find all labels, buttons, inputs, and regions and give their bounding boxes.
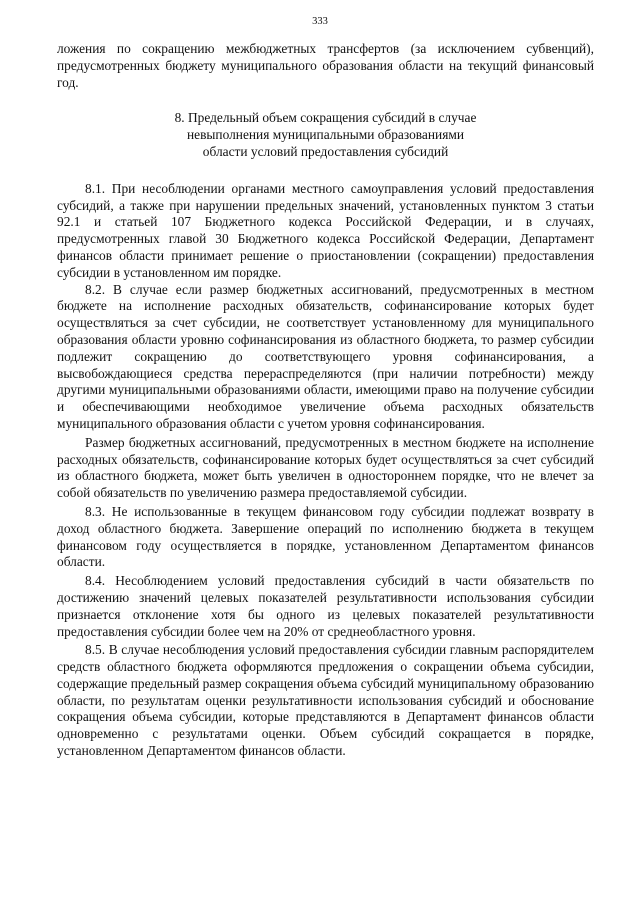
document-body — [57, 41, 594, 760]
section-heading — [57, 110, 594, 160]
section-heading-line: невыполнения муниципальными образованиями — [186, 127, 465, 143]
paragraph-8-1: 8.1. При несоблюдении органами местного самоуправления условий предоставления субсидий, а также при нарушении предельных значений, установленных пунктом 3 статьи 92.1 и статьей 107 Бюджетного кодекса Российской Федерации, и в случаях, предусмотренных главой 30 Бюджетного кодекса Российской Федерации, Департамент финансов области принимает решение о приостановлении (сокращении) предоставления субсидии в установленном им порядке. — [57, 180, 594, 280]
paragraph-8-5: 8.5. В случае несоблюдения условий предоставления субсидии главным распорядителем средств областного бюджета оформляются предложения о сокращении объема субсидии, содержащие предельный размер сокращения объема субсидий муниципальному образованию области, по результатам оценки результативности использования субсидий и обоснование сокращения объема субсидии, которые представляются в Департамент финансов области одновременно с результатами оценки. Объем субсидий сокращается в порядке, установленном Департаментом финансов области. — [57, 642, 594, 759]
section-heading-line: области условий предоставления субсидий — [202, 143, 449, 159]
paragraph-8-3: 8.3. Не использованные в текущем финансовом году субсидии подлежат возврату в доход областного бюджета. Завершение операций по исполнению бюджета в текущем финансовом году осуществляется в порядке, установленном Департаментом финансов области. — [57, 503, 594, 570]
intro-continuation-paragraph: ложения по сокращению межбюджетных трансфертов (за исключением субвенций), предусмотренных бюджету муниципального образования области на текущий финансовый год. — [57, 41, 594, 90]
section-heading-line: 8. Предельный объем сокращения субсидий в случае — [174, 110, 477, 126]
paragraph-budget-allocations: Размер бюджетных ассигнований, предусмотренных в местном бюджете на исполнение расходных обязательств, софинансирование которых будет осуществляться за счет субсидий из областного бюджета, может быть увеличен в одностороннем порядке, что не влечет за собой обязательств по увеличению размера предоставляемой субсидии. — [57, 434, 594, 501]
paragraph-8-4: 8.4. Несоблюдением условий предоставления субсидий в части обязательств по достижению значений целевых показателей результативности использования субсидии признается отклонение хотя бы одного из целевых показателей результативности предоставления субсидии более чем на 20% от среднеобластного уровня. — [57, 573, 594, 639]
paragraph-8-2: 8.2. В случае если размер бюджетных ассигнований, предусмотренных в местном бюджете на исполнение расходных обязательств, софинансирование которых будет осуществляться за счет субсидии, не соответствует установленному для муниципального образования области уровню софинансирования из областного бюджета, то размер субсидии подлежит сокращению до соответствующего уровня софинансирования, а высвобождающиеся средства перераспределяются (при наличии потребности) между другими муниципальными образованиями области, имеющими право на получение субсидии и обеспечивающими необходимое увеличение объема расходных обязательств муниципального образования области с учетом уровня софинансирования. — [57, 281, 594, 431]
page-number: 333 — [312, 16, 328, 27]
